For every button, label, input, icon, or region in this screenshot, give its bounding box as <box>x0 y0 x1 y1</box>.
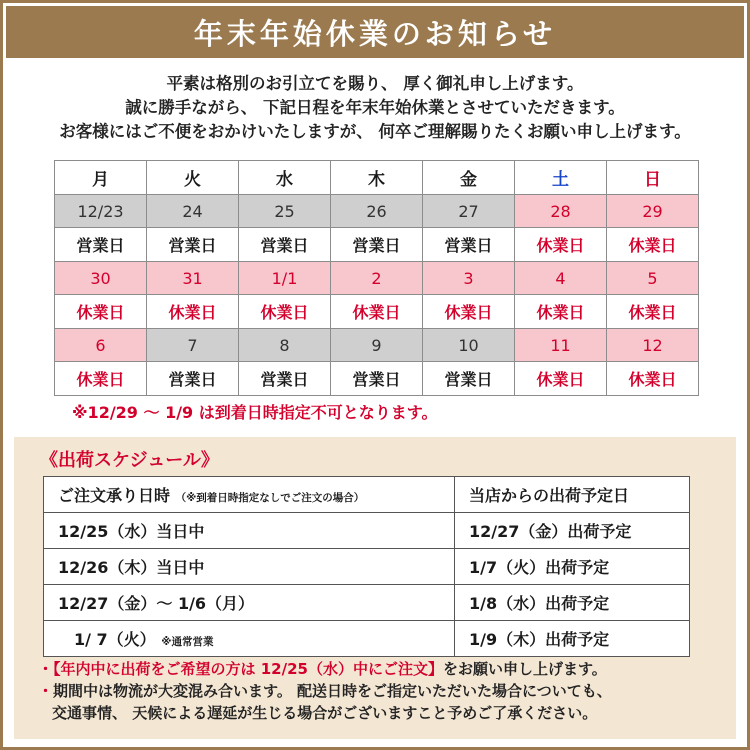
status-open: 営業日 <box>147 362 239 396</box>
status-closed: 休業日 <box>55 362 147 396</box>
weekday-sun: 日 <box>607 161 699 195</box>
week-1-dates <box>55 195 699 228</box>
date-cell: 8 <box>239 329 331 362</box>
date-cell: 10 <box>423 329 515 362</box>
schedule-header-row <box>44 477 690 513</box>
week-2-status <box>55 295 699 329</box>
schedule-row <box>44 513 690 549</box>
order-date-text: 1/ 7（火） <box>74 630 156 649</box>
order-header-note: （※到着日時指定なしでご注文の場合） <box>175 492 365 504</box>
weekday-sat: 土 <box>515 161 607 195</box>
date-cell: 12 <box>607 329 699 362</box>
ship-date: 1/9（木）出荷予定 <box>455 621 690 657</box>
date-cell: 26 <box>331 195 423 228</box>
intro-line-3: お客様にはご不便をおかけいたしますが、 何卒ご理解賜りたくお願い申し上げます。 <box>59 122 691 141</box>
schedule-row <box>44 549 690 585</box>
status-closed: 休業日 <box>55 295 147 329</box>
date-cell: 29 <box>607 195 699 228</box>
date-cell: 25 <box>239 195 331 228</box>
intro-line-1: 平素は格別のお引立てを賜り、 厚く御礼申し上げます。 <box>166 74 584 93</box>
date-cell: 28 <box>515 195 607 228</box>
date-cell: 12/23 <box>55 195 147 228</box>
order-date-header <box>44 477 455 513</box>
date-cell: 30 <box>55 262 147 295</box>
note-item <box>38 658 612 680</box>
status-open: 営業日 <box>331 228 423 262</box>
weekday-header-row <box>55 161 699 195</box>
status-closed: 休業日 <box>239 295 331 329</box>
status-closed: 休業日 <box>331 295 423 329</box>
status-closed: 休業日 <box>515 295 607 329</box>
holiday-calendar <box>54 160 699 396</box>
order-header-label: ご注文承り日時 <box>58 486 171 505</box>
note-text: 期間中は物流が大変混み合います。 配送日時をご指定いただいた場合についても、 <box>53 682 612 700</box>
note-item <box>38 680 612 702</box>
status-open: 営業日 <box>147 228 239 262</box>
date-cell: 9 <box>331 329 423 362</box>
status-closed: 休業日 <box>607 362 699 396</box>
date-cell: 4 <box>515 262 607 295</box>
intro-text <box>0 72 750 144</box>
intro-line-2: 誠に勝手ながら、 下記日程を年末年始休業とさせていただきます。 <box>125 98 625 117</box>
order-date: 12/25（水）当日中 <box>44 513 455 549</box>
weekday-tue: 火 <box>147 161 239 195</box>
ship-date: 1/7（火）出荷予定 <box>455 549 690 585</box>
status-closed: 休業日 <box>607 228 699 262</box>
shipping-schedule-table <box>43 476 690 657</box>
schedule-row <box>44 585 690 621</box>
week-3-dates <box>55 329 699 362</box>
date-cell: 5 <box>607 262 699 295</box>
date-cell: 6 <box>55 329 147 362</box>
date-cell: 31 <box>147 262 239 295</box>
date-cell: 24 <box>147 195 239 228</box>
status-open: 営業日 <box>423 228 515 262</box>
date-cell: 7 <box>147 329 239 362</box>
weekday-mon: 月 <box>55 161 147 195</box>
status-closed: 休業日 <box>515 228 607 262</box>
status-open: 営業日 <box>239 228 331 262</box>
status-closed: 休業日 <box>607 295 699 329</box>
ship-date: 12/27（金）出荷予定 <box>455 513 690 549</box>
weekday-thu: 木 <box>331 161 423 195</box>
status-open: 営業日 <box>55 228 147 262</box>
notes-list <box>38 658 612 724</box>
note-text: をお願い申し上げます。 <box>442 660 607 678</box>
order-date: 12/27（金）～ 1/6（月） <box>44 585 455 621</box>
status-closed: 休業日 <box>515 362 607 396</box>
order-date-note: ※通常営業 <box>161 636 214 648</box>
note-text-continued: 交通事情、 天候による遅延が生じる場合がございますこと予めご了承ください。 <box>52 704 598 722</box>
week-1-status <box>55 228 699 262</box>
weekday-fri: 金 <box>423 161 515 195</box>
ship-date-header: 当店からの出荷予定日 <box>455 477 690 513</box>
weekday-wed: 水 <box>239 161 331 195</box>
date-cell: 27 <box>423 195 515 228</box>
bullet-dot-icon: ・ <box>38 682 54 700</box>
status-closed: 休業日 <box>147 295 239 329</box>
status-open: 営業日 <box>239 362 331 396</box>
ship-date: 1/8（水）出荷予定 <box>455 585 690 621</box>
week-3-status <box>55 362 699 396</box>
week-2-dates <box>55 262 699 295</box>
page-title: 年末年始休業のお知らせ <box>193 16 557 51</box>
date-cell: 1/1 <box>239 262 331 295</box>
schedule-title: 《出荷スケジュール》 <box>40 450 219 471</box>
order-date <box>44 621 455 657</box>
status-closed: 休業日 <box>423 295 515 329</box>
order-date: 12/26（木）当日中 <box>44 549 455 585</box>
status-open: 営業日 <box>423 362 515 396</box>
delivery-date-note: ※12/29 ～ 1/9 は到着日時指定不可となります。 <box>72 403 438 422</box>
status-open: 営業日 <box>331 362 423 396</box>
title-banner <box>6 6 744 58</box>
date-cell: 3 <box>423 262 515 295</box>
note-highlight: 【年内中に出荷をご希望の方は 12/25（水）中にご注文】 <box>53 660 443 678</box>
bullet-dot-icon: ・ <box>38 660 54 678</box>
date-cell: 11 <box>515 329 607 362</box>
schedule-row <box>44 621 690 657</box>
date-cell: 2 <box>331 262 423 295</box>
